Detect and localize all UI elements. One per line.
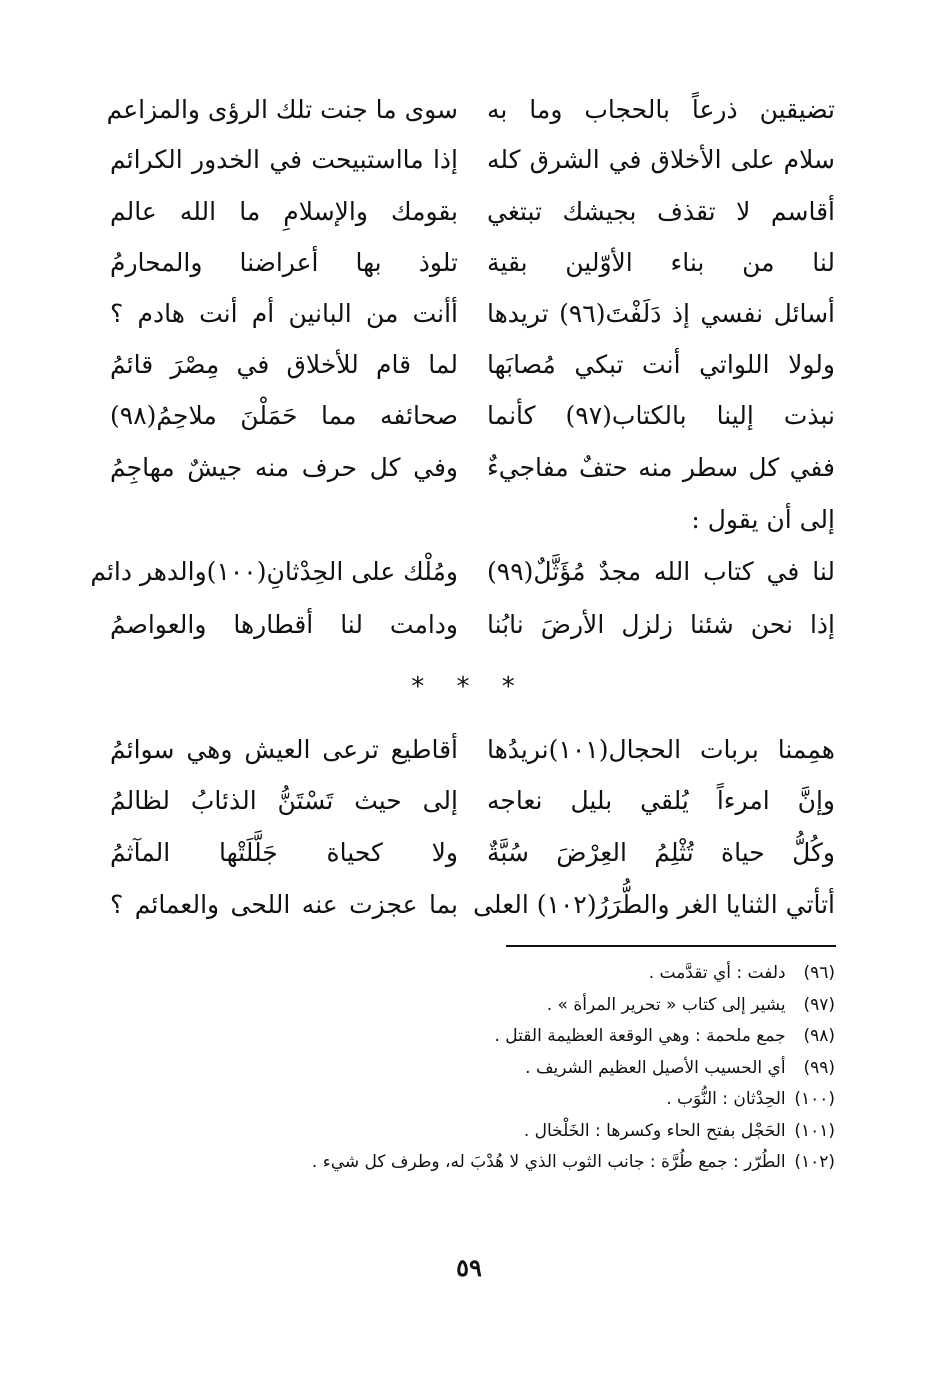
verse-first-hemistich: ففي كل سطر منه حتفٌ مفاجيءٌ bbox=[487, 453, 835, 482]
footnote-number: (١٠٢) bbox=[794, 1152, 835, 1172]
footnote bbox=[115, 1084, 835, 1116]
verse-second-hemistich: ولا كحياة جَلَّلَتْها المآثمُ bbox=[110, 838, 458, 867]
verse-line bbox=[110, 448, 835, 488]
verse-first-hemistich: نبذت إلينا بالكتاب(٩٧) كأنما bbox=[487, 401, 835, 430]
verse-line bbox=[110, 192, 835, 232]
footnote-text: جمع ملحمة : وهي الوقعة العظيمة القتل . bbox=[494, 1026, 786, 1046]
verse-line bbox=[110, 781, 835, 821]
footnotes bbox=[115, 958, 835, 1179]
verse-first-hemistich: لنا في كتاب الله مجدٌ مُؤَثَّلٌ(٩٩) bbox=[487, 557, 835, 586]
verse-line bbox=[110, 243, 835, 283]
verse-second-hemistich: بقومك والإسلامِ ما الله عالم bbox=[110, 197, 458, 226]
footnote-divider bbox=[506, 945, 836, 947]
footnote bbox=[115, 990, 835, 1022]
verse-line bbox=[110, 140, 835, 180]
footnote-number: (٩٦) bbox=[803, 963, 835, 983]
verse-second-hemistich: لما قام للأخلاق في مِصْرَ قائمُ bbox=[110, 350, 458, 379]
verse-first-hemistich: وإنَّ امرءاً يُلقي بليل نعاجه bbox=[487, 786, 835, 815]
verse-first-hemistich: تضيقين ذرعاً بالحجاب وما به bbox=[487, 95, 835, 124]
verse-first-hemistich: أسائل نفسي إذ دَلَفْتَ(٩٦) تريدها bbox=[487, 299, 835, 328]
footnote-number: (٩٩) bbox=[803, 1057, 835, 1078]
verse-second-hemistich: بما عجزت عنه اللحى والعمائم ؟ bbox=[110, 890, 458, 919]
verse-first-hemistich: أتأتي الثنايا الغر والطُّرَرُ(١٠٢) العلى bbox=[473, 890, 835, 919]
verse-line bbox=[110, 345, 835, 385]
verse-second-hemistich: ومُلْك على الحِدْثانِ(١٠٠)والدهر دائم bbox=[90, 557, 458, 586]
verse-second-hemistich: ودامت لنا أقطارها والعواصمُ bbox=[110, 610, 458, 639]
verse-second-hemistich: إلى حيث تَسْتَنُّ الذئابُ لظالمُ bbox=[110, 786, 458, 815]
verse-second-hemistich: سوى ما جنت تلك الرؤى والمزاعم bbox=[106, 95, 458, 124]
footnote-text: الحِدْثان : النُّوَب . bbox=[666, 1089, 786, 1109]
page-number: ٥٩ bbox=[456, 1253, 482, 1282]
verse-second-hemistich: صحائفه مما حَمَلْنَ ملاحِمُ(٩٨) bbox=[110, 401, 458, 430]
verse-line bbox=[110, 294, 835, 334]
verse-line bbox=[110, 885, 835, 925]
prose-line: إلى أن يقول : bbox=[691, 505, 835, 534]
footnote bbox=[115, 1053, 835, 1085]
footnote-number: (٩٨) bbox=[803, 1026, 835, 1046]
verse-line bbox=[110, 605, 835, 645]
footnote-text: دلفت : أي تقدَّمت . bbox=[648, 963, 786, 983]
footnote-text: الطُرّر : جمع طُرَّة : جانب الثوب الذي لا هُدْبَ له، وطرف كل شيء . bbox=[311, 1152, 786, 1172]
verse-second-hemistich: إذا مااستبيحت في الخدور الكرائم bbox=[110, 145, 458, 174]
verse-second-hemistich: وفي كل حرف منه جيشٌ مهاجِمُ bbox=[110, 453, 458, 482]
section-separator: * * * bbox=[411, 672, 527, 702]
verse-first-hemistich: وكُلُّ حياة تُثْلِمُ العِرْضَ سُبَّةٌ bbox=[487, 838, 835, 867]
footnote-number: (١٠٠) bbox=[794, 1089, 835, 1109]
verse-line bbox=[110, 730, 835, 770]
footnote bbox=[115, 1116, 835, 1148]
verse-line bbox=[90, 552, 835, 592]
footnote-text: أي الحسيب الأصيل العظيم الشريف . bbox=[525, 1057, 786, 1078]
footnote-text: يشير إلى كتاب « تحرير المرأة » . bbox=[546, 994, 786, 1015]
verse-first-hemistich: إذا نحن شئنا زلزل الأرضَ نابُنا bbox=[487, 610, 835, 639]
verse-second-hemistich: أأنت من البانين أم أنت هادم ؟ bbox=[110, 299, 458, 328]
footnote-number: (٩٧) bbox=[803, 994, 835, 1015]
footnote bbox=[115, 958, 835, 990]
verse-first-hemistich: ولولا اللواتي أنت تبكي مُصابَها bbox=[487, 350, 835, 379]
verse-first-hemistich: لنا من بناء الأوّلين بقية bbox=[487, 248, 835, 277]
verse-line bbox=[110, 396, 835, 436]
verse-second-hemistich: تلوذ بها أعراضنا والمحارمُ bbox=[110, 248, 458, 277]
footnote-text: الحَجْل بفتح الحاء وكسرها : الخَلْخال . bbox=[523, 1120, 786, 1141]
verse-line bbox=[106, 90, 835, 130]
footnote bbox=[115, 1021, 835, 1053]
footnote-number: (١٠١) bbox=[794, 1120, 835, 1141]
verse-first-hemistich: أقاسم لا تقذف بجيشك تبتغي bbox=[487, 197, 835, 226]
verse-first-hemistich: سلام على الأخلاق في الشرق كله bbox=[487, 145, 835, 174]
verse-line bbox=[110, 833, 835, 873]
verse-first-hemistich: همِمنا بربات الحجال(١٠١)نريدُها bbox=[487, 735, 835, 764]
verse-second-hemistich: أقاطيع ترعى العيش وهي سوائمُ bbox=[110, 735, 458, 764]
footnote bbox=[115, 1147, 835, 1179]
